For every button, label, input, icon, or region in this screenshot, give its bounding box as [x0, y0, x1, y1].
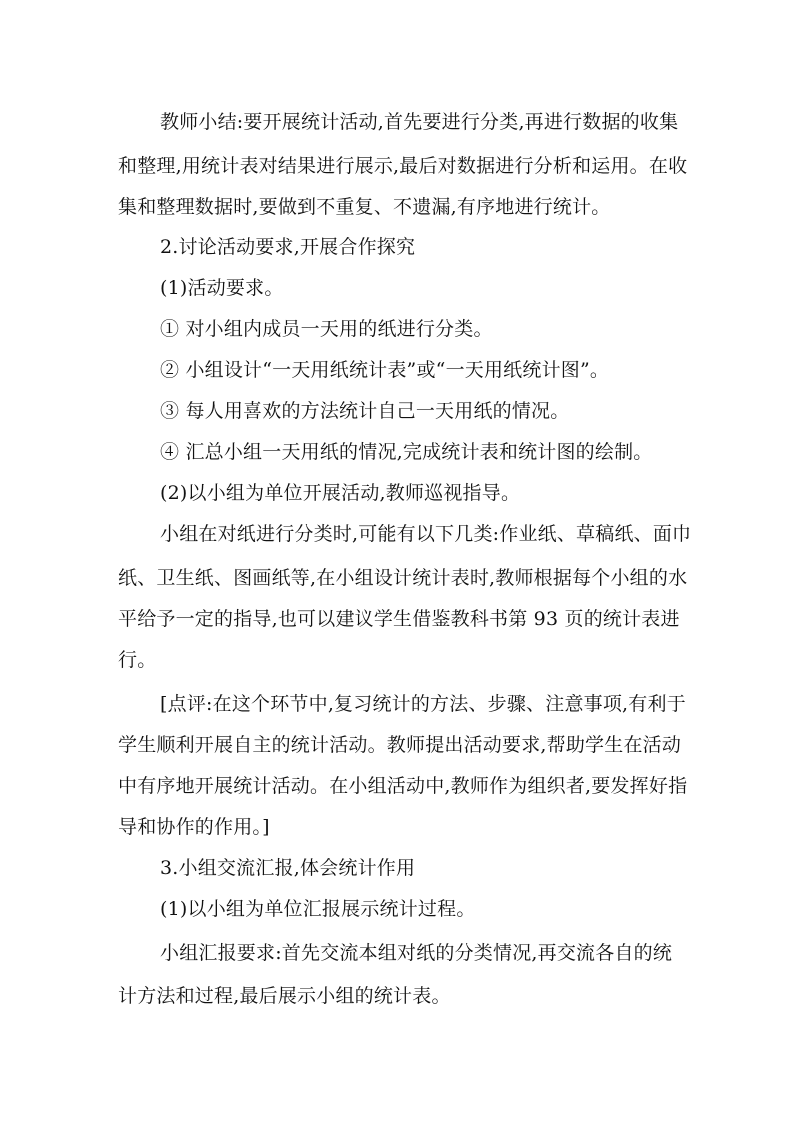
text-line: 小组汇报要求:首先交流本组对纸的分类情况,再交流各自的统 — [160, 942, 673, 964]
text-line: 和整理,用统计表对结果进行展示,最后对数据进行分析和运用。在收 — [118, 155, 688, 177]
list-item: ① 对小组内成员一天用的纸进行分类。 — [160, 318, 493, 340]
text-line: 计方法和过程,最后展示小组的统计表。 — [118, 985, 451, 1007]
list-item: ② 小组设计“一天用纸统计表”或“一天用纸统计图”。 — [160, 359, 610, 381]
text-line: 集和整理数据时,要做到不重复、不遗漏,有序地进行统计。 — [118, 196, 611, 218]
list-item: ④ 汇总小组一天用纸的情况,完成统计表和统计图的绘制。 — [160, 441, 653, 463]
text-line: 行。 — [118, 649, 157, 671]
text-line: 小组在对纸进行分类时,可能有以下几类:作业纸、草稿纸、面巾 — [160, 523, 692, 545]
text-line: 教师小结:要开展统计活动,首先要进行分类,再进行数据的收集 — [160, 111, 679, 133]
subheading: (2)以小组为单位开展活动,教师巡视指导。 — [160, 482, 521, 504]
comment-line: 导和协作的作用。] — [118, 816, 270, 838]
section-heading: 2.讨论活动要求,开展合作探究 — [160, 236, 416, 258]
comment-line: 中有序地开展统计活动。在小组活动中,教师作为组织者,要发挥好指 — [118, 775, 688, 797]
list-item: ③ 每人用喜欢的方法统计自己一天用纸的情况。 — [160, 400, 570, 422]
section-heading: 3.小组交流汇报,体会统计作用 — [160, 857, 416, 879]
comment-line: 学生顺利开展自主的统计活动。教师提出活动要求,帮助学生在活动 — [118, 734, 682, 756]
subheading: (1)活动要求。 — [160, 277, 284, 299]
subheading: (1)以小组为单位汇报展示统计过程。 — [160, 898, 476, 920]
text-line: 平给予一定的指导,也可以建议学生借鉴教科书第 93 页的统计表进 — [118, 608, 680, 630]
comment-line: [点评:在这个环节中,复习统计的方法、步骤、注意事项,有利于 — [160, 693, 686, 715]
text-line: 纸、卫生纸、图画纸等,在小组设计统计表时,教师根据每个小组的水 — [118, 567, 688, 589]
